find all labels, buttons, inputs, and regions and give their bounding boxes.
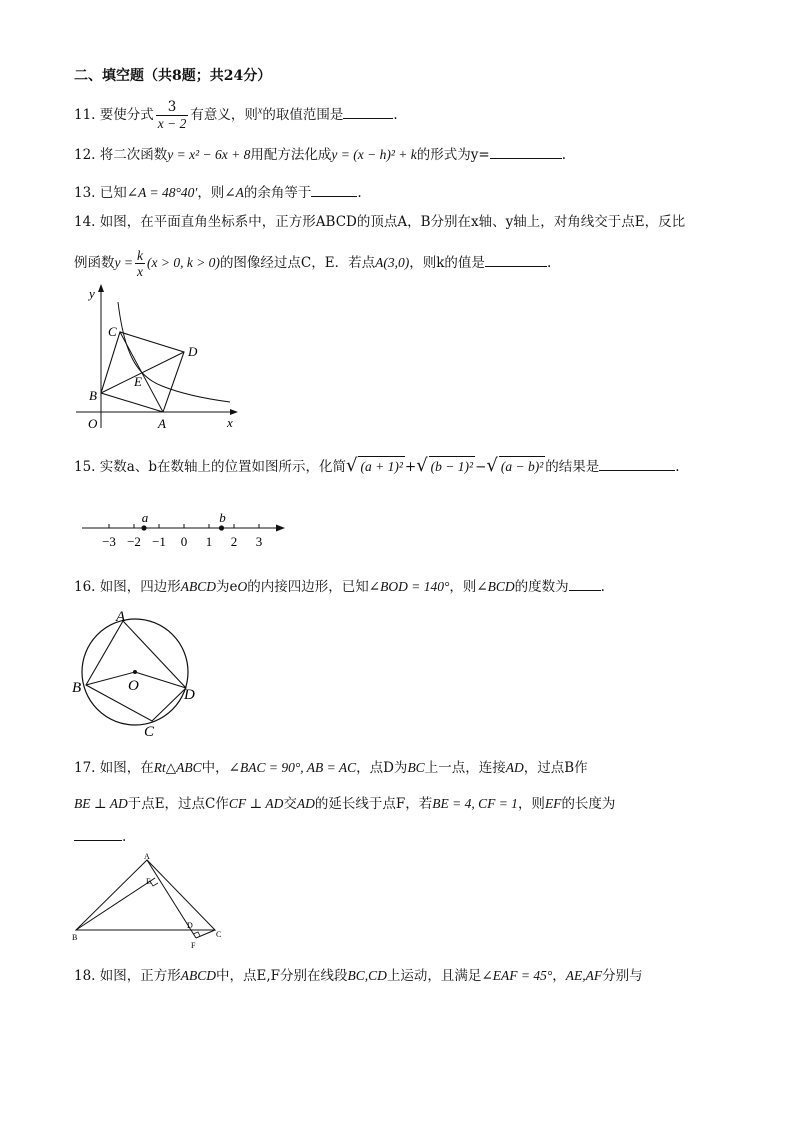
q15-radical-2: (b − 1)² [429, 456, 475, 477]
point-c-label: C [144, 724, 155, 740]
q13-pre: 已知 [99, 185, 127, 201]
q17-line1-mid2: ，点D为 [356, 760, 408, 776]
q18-square: ABCD [180, 968, 217, 983]
q17-end: . [122, 829, 127, 845]
q14-figure [72, 282, 242, 432]
center-dot [133, 670, 137, 674]
q14-condition: (x > 0, k > 0) [146, 255, 220, 270]
diagonal-ac [120, 332, 163, 412]
number-line-arrow-icon [276, 525, 285, 532]
q17-figure [70, 850, 230, 950]
q17-values: BE = 4, CF = 1 [432, 796, 518, 811]
tick-label: −2 [127, 534, 141, 549]
point-o-label: O [128, 678, 139, 694]
q16-number: 16. [74, 579, 96, 595]
point-b-label: B [89, 388, 97, 403]
q18-post: 分别与 [602, 968, 643, 984]
point-d-label: D [188, 344, 198, 359]
q18-lines: AE,AF [565, 968, 603, 983]
question-17-line-1 [74, 758, 588, 778]
q11-pre: 要使分式 [99, 107, 154, 123]
sqrt-icon: √ [416, 455, 428, 476]
q17-ad: AD [505, 760, 524, 775]
point-d-label: D [187, 921, 193, 930]
point-o-label: O [88, 416, 98, 431]
q15-pre: 实数a、b在数轴上的位置如图所示，化简 [99, 459, 346, 475]
q13-post: 的余角等于 [243, 185, 312, 201]
point-c-label: C [216, 930, 222, 939]
q15-plus: + [404, 459, 417, 475]
question-13 [74, 182, 362, 203]
q15-number-line [78, 506, 288, 552]
q18-number: 18. [74, 968, 96, 984]
triangle-abc [76, 860, 215, 930]
q14-y: y = [114, 255, 133, 270]
q11-number: 11. [74, 107, 96, 123]
q14-line2-pre: 例函数 [74, 255, 115, 271]
y-axis-label: y [89, 286, 95, 301]
q12-pre: 将二次函数 [99, 147, 168, 163]
tick-label: 0 [180, 534, 188, 549]
q11-frac-num: 3 [156, 100, 189, 116]
segment-be [76, 878, 155, 930]
tick-label: 3 [255, 534, 263, 549]
point-f-label: F [191, 941, 196, 950]
q13-end: . [357, 185, 362, 201]
q11-answer-blank[interactable] [343, 104, 393, 119]
q14-frac-den: x [136, 264, 143, 279]
x-axis-label: x [227, 415, 233, 430]
q11-frac-den: x − 2 [157, 116, 187, 131]
question-14-line-1 [74, 212, 685, 232]
q17-bc: BC [407, 760, 425, 775]
point-a-label: A [144, 852, 150, 861]
q15-radical-1: (a + 1)² [358, 456, 404, 477]
question-18 [74, 966, 643, 986]
point-b-label: b [219, 510, 226, 525]
q16-circle: O [237, 579, 248, 594]
q12-post: 的形式为y= [416, 147, 490, 163]
point-a-dot [141, 525, 146, 530]
q16-answer-blank[interactable] [569, 576, 601, 591]
question-16 [74, 576, 605, 597]
q16-end: . [600, 579, 605, 595]
q16-mid3: ，则 [449, 579, 477, 595]
right-angle-e [150, 881, 158, 886]
sqrt-icon: √ [345, 455, 358, 476]
point-c-label: C [108, 324, 117, 339]
q12-mid: 用配方法化成 [250, 147, 332, 163]
tick-label: −3 [102, 534, 116, 549]
q16-mid1: 为e [216, 579, 238, 595]
tick-label: 1 [205, 534, 213, 549]
question-14-line-2 [74, 248, 551, 279]
q11-end: . [393, 107, 398, 123]
q17-line2-h: ，则 [517, 796, 545, 812]
q18-mid1: 中，点E,F分别在线段 [216, 968, 348, 984]
point-a-label: A [116, 609, 126, 625]
q15-number: 15. [74, 459, 96, 475]
q17-line1-pre: 如图，在 [99, 760, 154, 776]
y-axis-arrow-icon [98, 284, 104, 292]
q11-post: 的取值范围是 [262, 107, 344, 123]
q18-pre: 如图，正方形 [99, 968, 181, 984]
q13-angle: ∠A [224, 185, 244, 200]
q15-answer-blank[interactable] [599, 456, 675, 471]
q16-angle2: ∠BCD [476, 579, 515, 594]
q14-number: 14. [74, 214, 96, 230]
point-d-label: D [184, 687, 195, 703]
point-b-label: B [72, 933, 78, 942]
q15-minus: − [475, 459, 487, 475]
q17-ad-2: AD [296, 796, 315, 811]
q12-expr2: y = (x − h)² + k [331, 147, 417, 162]
q17-line2-b: 于点E，过点C作 [127, 796, 229, 812]
q14-line2-post: ，则k的值是 [409, 255, 485, 271]
q17-line2-j: 的长度为 [561, 796, 616, 812]
q12-answer-blank[interactable] [490, 144, 562, 159]
point-b-label: B [72, 680, 82, 696]
q15-post: 的结果是 [545, 459, 600, 475]
q18-mid3: ， [552, 968, 566, 984]
q17-line2-f: 的延长线于点F，若 [314, 796, 433, 812]
q17-cf-perp: CF ⊥ AD [228, 796, 284, 811]
q11-var: x [257, 105, 263, 117]
q17-line1-mid3: 上一点，连接 [424, 760, 506, 776]
point-a-label: A [158, 416, 166, 431]
q17-condition: ∠BAC = 90°, AB = AC [228, 760, 357, 775]
q16-pre: 如图，四边形 [99, 579, 181, 595]
q16-quad: ABCD [180, 579, 217, 594]
q12-number: 12. [74, 147, 96, 163]
q15-radical-3: (a − b)² [499, 456, 545, 477]
section-title: 二、填空题（共8题；共24分） [74, 68, 272, 84]
q11-mid: 有意义，则 [190, 107, 258, 123]
q18-segments: BC,CD [347, 968, 387, 983]
q17-answer-blank[interactable] [74, 826, 122, 841]
question-17-line-2 [74, 794, 615, 814]
q17-triangle: Rt△ABC [153, 760, 202, 775]
q14-line2-mid: 的图像经过点C，E．若点 [219, 255, 376, 271]
q16-figure [70, 606, 210, 740]
q14-end: . [546, 255, 552, 271]
q17-number: 17. [74, 760, 96, 776]
question-11 [74, 100, 398, 131]
q17-line1-mid: 中， [201, 760, 229, 776]
q14-line1: 如图，在平面直角坐标系中，正方形ABCD的顶点A，B分别在x轴、y轴上，对角线交于点E，反比 [99, 214, 686, 230]
point-a-label: a [141, 510, 149, 525]
q13-mid: ，则 [197, 185, 225, 201]
q17-line2-d: 交 [283, 796, 297, 812]
q17-line1-post: ，过点B作 [523, 760, 588, 776]
q14-frac-num: k [136, 248, 143, 263]
q14-fraction [135, 248, 145, 279]
q13-answer-blank[interactable] [311, 182, 357, 197]
q12-expr1: y = x² − 6x + 8 [167, 147, 251, 162]
question-12 [74, 144, 566, 165]
sqrt-icon: √ [486, 455, 498, 476]
q14-point: A(3,0) [375, 255, 410, 270]
q15-end: . [675, 459, 680, 475]
point-e-label: E [134, 374, 142, 389]
tick-label: 2 [230, 534, 238, 549]
q16-mid2: 的内接四边形，已知 [247, 579, 369, 595]
point-e-label: E [146, 877, 151, 886]
q17-ef: EF [544, 796, 562, 811]
question-15 [74, 456, 680, 477]
q16-post: 的度数为 [514, 579, 569, 595]
q13-expr: ∠A = 48°40′ [126, 185, 198, 200]
q14-answer-blank[interactable] [485, 252, 547, 267]
q13-number: 13. [74, 185, 96, 201]
q18-angle: ∠EAF = 45° [481, 968, 553, 983]
point-b-dot [219, 525, 224, 530]
q18-mid2: 上运动，且满足 [386, 968, 482, 984]
q16-angle1: ∠BOD = 140° [368, 579, 450, 594]
question-17-line-3 [74, 826, 126, 847]
tick-label: −1 [152, 534, 166, 549]
q12-end: . [561, 147, 566, 163]
q11-fraction [156, 100, 189, 131]
q17-be-perp: BE ⊥ AD [74, 796, 128, 811]
